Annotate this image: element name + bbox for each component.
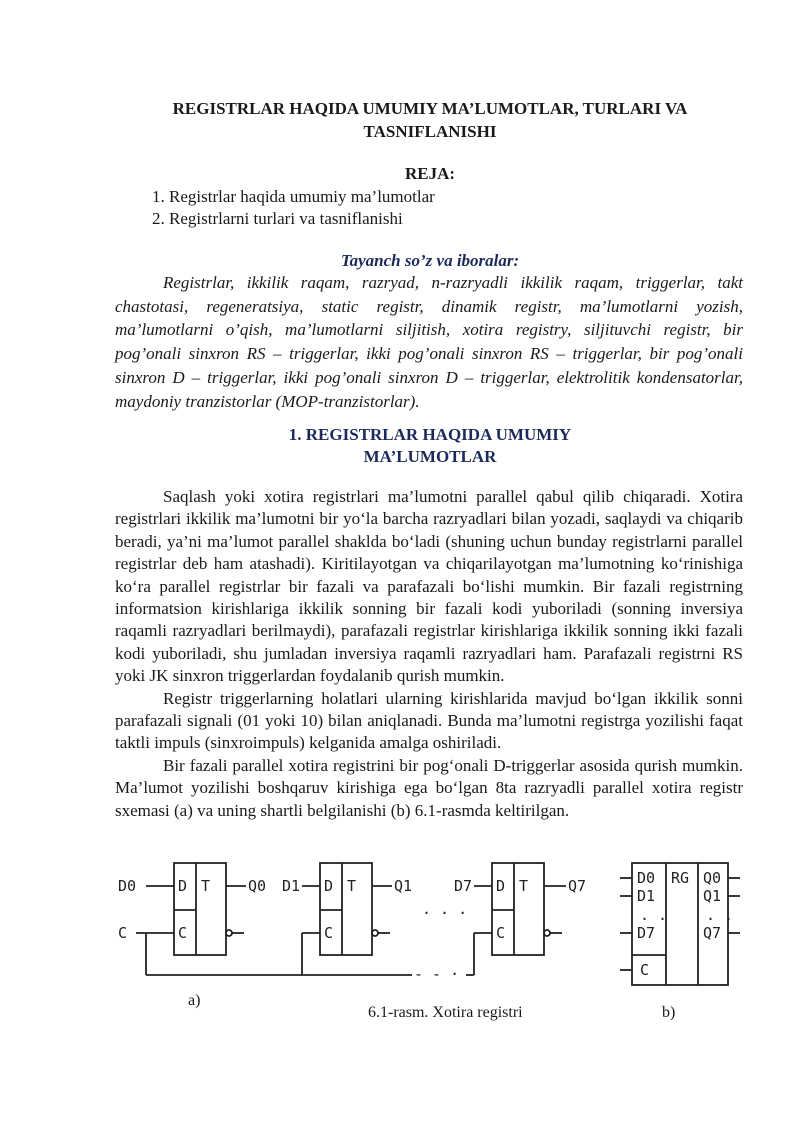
output-label: Q1	[394, 877, 413, 895]
symbol-input-label: D0	[637, 869, 656, 887]
page-title: REGISTRLAR HAQIDA UMUMIY MA’LUMOTLAR, TURLARI VA TASNIFLANISHI	[172, 99, 688, 141]
d-pin-label: D	[496, 877, 506, 895]
paragraph: Bir fazali parallel xotira registrini bir pog‘onali D-triggerlar asosida qurish mumkin. Ma’lumot yozilishi boshqaruv kirishiga ega bo‘lgan 8ta razryadli parallel xotira registr sxemasi (a) va uning shartli belgilanishi (b) 6.1-rasmda keltirilgan.	[115, 755, 743, 820]
symbol-output-dots: . .	[706, 906, 734, 924]
input-label: D1	[282, 877, 301, 895]
plan-item: 2. Registrlarni turlari va tasniflanishi	[152, 209, 403, 228]
t-pin-label: T	[201, 877, 211, 895]
symbol-output-label: Q0	[703, 869, 722, 887]
section-title-line: MA’LUMOTLAR	[363, 447, 497, 466]
symbol-output-label: Q1	[703, 887, 722, 905]
keywords-text: Registrlar, ikkilik raqam, razryad, n-razryadli ikkilik raqam, triggerlar, takt chastotasi, regeneratsiya, static registr, dinamik registr, ma’lumotlarni yozish, ma’lumotlarni o’qish, ma’lumotlarni siljitish, xotira registry, siljituvchi registr, bir pog’onali sinxron RS – triggerlar, ikki pog’onali sinxron RS – triggerlar, bir pog’onali sinxron D – triggerlar, ikki pog’onali sinxron D – triggerlar, elektrolitik kondensatorlar, maydoniy tranzistorlar (MOP-tranzistorlar).	[115, 273, 743, 411]
symbol-input-label: D1	[637, 887, 656, 905]
plan-item: 1. Registrlar haqida umumiy ma’lumotlar	[152, 187, 435, 206]
c-pin-label: C	[324, 924, 334, 942]
symbol-clock-label: C	[640, 961, 650, 979]
output-label: Q7	[568, 877, 587, 895]
ellipsis-dots: · · ·	[422, 904, 468, 922]
d-pin-label: D	[324, 877, 334, 895]
paragraph: Registr triggerlarning holatlari ularning kirishlarida mavjud bo‘lgan ikkilik sonni parafazali signali (01 yoki 10) bilan aniqlanadi. Bunda ma’lumotni registrga yozilishi faqat taktli impuls (sinxroimpuls) kelganida amalga oshiriladi.	[115, 688, 743, 753]
plan-heading: REJA:	[404, 164, 456, 183]
symbol-input-dots: . .	[640, 906, 668, 924]
output-label: Q0	[248, 877, 267, 895]
d-pin-label: D	[178, 877, 188, 895]
c-pin-label: C	[178, 924, 188, 942]
input-label: D7	[454, 877, 473, 895]
t-pin-label: T	[347, 877, 357, 895]
t-pin-label: T	[519, 877, 529, 895]
symbol-input-label: D7	[637, 924, 656, 942]
figure-label-a: a)	[188, 992, 201, 1009]
paragraph: Saqlash yoki xotira registrlari ma’lumotni parallel qabul qilib chiqaradi. Xotira registrlari ikkilik ma’lumotni bir yo‘la barcha razryadlari bilan yozadi, saqlaydi va chiqarib beradi, ya’ni ma’lumot parallel shaklda bo‘ladi (shuning uchun bunday registrlarni parallel registrlar deb ham atashadi). Kiritilayotgan va chiqarilayotgan ma’lumotning ko‘rinishiga ko‘ra parallel registrlar bir fazali va parafazali bo‘lishi mumkin. Bir fazali registrning informatsion kirishlariga ikkilik sonning bir fazali kodi yuboriladi (sonning inversiya raqamli razryadlari berilmaydi), parafazali registrlar kirishlariga ikkilik sonning ikki fazali kodi yuboriladi, shu jumladan inversiya raqamli razryadlari ham. Parafazali registrni RS yoki JK sinxron triggerlardan foydalanib qurish mumkin.	[115, 487, 743, 686]
symbol-rg-label: RG	[671, 869, 690, 887]
keywords-heading: Tayanch so’z va iboralar:	[340, 251, 520, 270]
clock-label: C	[118, 924, 128, 942]
symbol-output-label: Q7	[703, 924, 722, 942]
figure-caption: 6.1-rasm. Xotira registri	[368, 1004, 523, 1021]
figure-label-b: b)	[662, 1004, 676, 1021]
bus-ellipsis-dots: - - ·	[414, 965, 460, 983]
c-pin-label: C	[496, 924, 506, 942]
input-label: D0	[118, 877, 137, 895]
section-title-line: 1. REGISTRLAR HAQIDA UMUMIY	[288, 425, 572, 444]
